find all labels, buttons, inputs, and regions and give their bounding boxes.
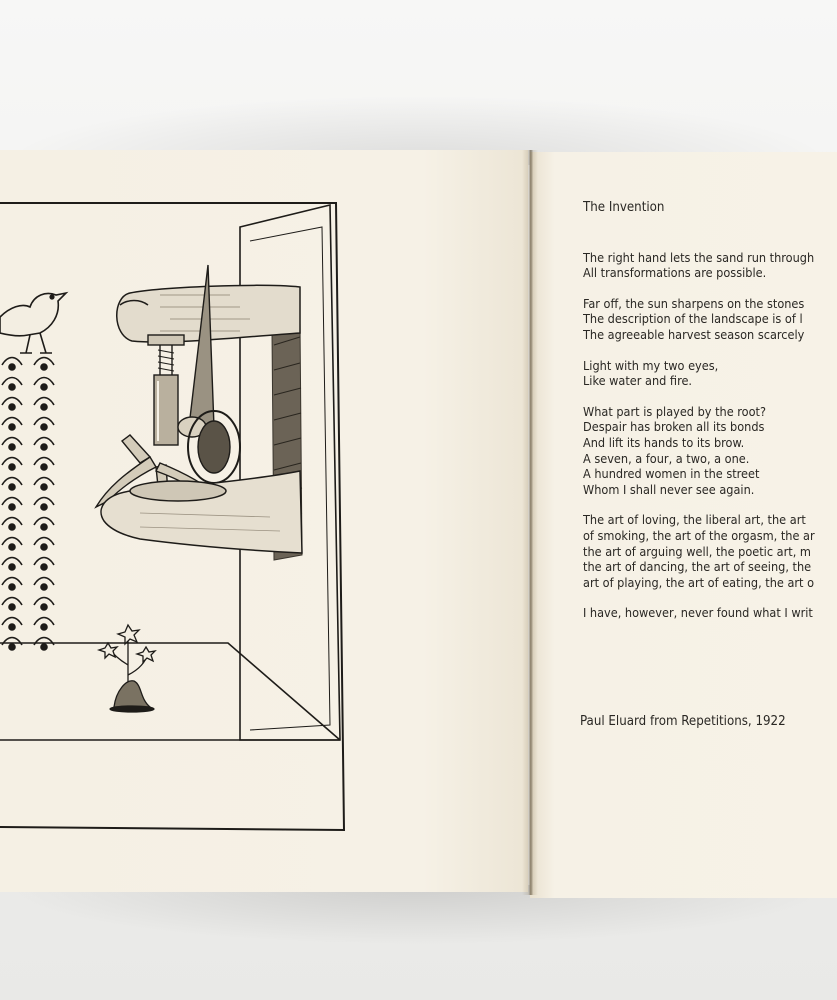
flower-plant: [99, 625, 155, 712]
book-spine: [522, 150, 538, 895]
stanza-1: [583, 250, 837, 281]
poem-line: of smoking, the art of the orgasm, the ar: [583, 527, 815, 543]
poem-line: art of playing, the art of eating, the art o: [583, 574, 815, 590]
bird-drawing: [0, 293, 66, 353]
poem-line: the art of arguing well, the poetic art, m: [583, 543, 811, 559]
poem-line: All transformations are possible.: [583, 265, 767, 281]
stanza-3: [583, 358, 837, 389]
poem-title: The Invention: [583, 200, 665, 215]
stanza-6: [583, 605, 837, 621]
collage-illustration: [0, 195, 360, 840]
floor-lines: [0, 643, 340, 740]
poem-line: Light with my two eyes,: [583, 357, 719, 373]
poem-line: Like water and fire.: [583, 373, 693, 389]
poem-line: And lift its hands to its brow.: [583, 434, 745, 450]
stanza-4: [583, 404, 837, 498]
poem-line: A hundred women in the street: [583, 466, 760, 482]
poem-line: Despair has broken all its bonds: [583, 419, 765, 435]
poem-line: The right hand lets the sand run through: [583, 249, 815, 265]
poem-line: Whom I shall never see again.: [583, 481, 755, 497]
stanza-5: [583, 512, 837, 590]
lower-hand-drawing: [101, 471, 302, 553]
poem-credit: Paul Eluard from Repetitions, 1922: [580, 714, 786, 729]
poem-line: Far off, the sun sharpens on the stones: [583, 295, 805, 311]
stanza-2: [583, 296, 837, 343]
poem-line: The art of loving, the liberal art, the art: [583, 512, 806, 528]
poem-line: the art of dancing, the art of seeing, the: [583, 559, 812, 575]
poem-line: I have, however, never found what I writ: [583, 605, 813, 621]
poem-line: What part is played by the root?: [583, 403, 766, 419]
poem-line: The description of the landscape is of l: [583, 311, 803, 327]
poem-block: [583, 200, 837, 636]
poem-line: A seven, a four, a two, a one.: [583, 450, 750, 466]
eye-pattern-columns: [2, 358, 54, 651]
poem-line: The agreeable harvest season scarcely: [583, 326, 805, 342]
